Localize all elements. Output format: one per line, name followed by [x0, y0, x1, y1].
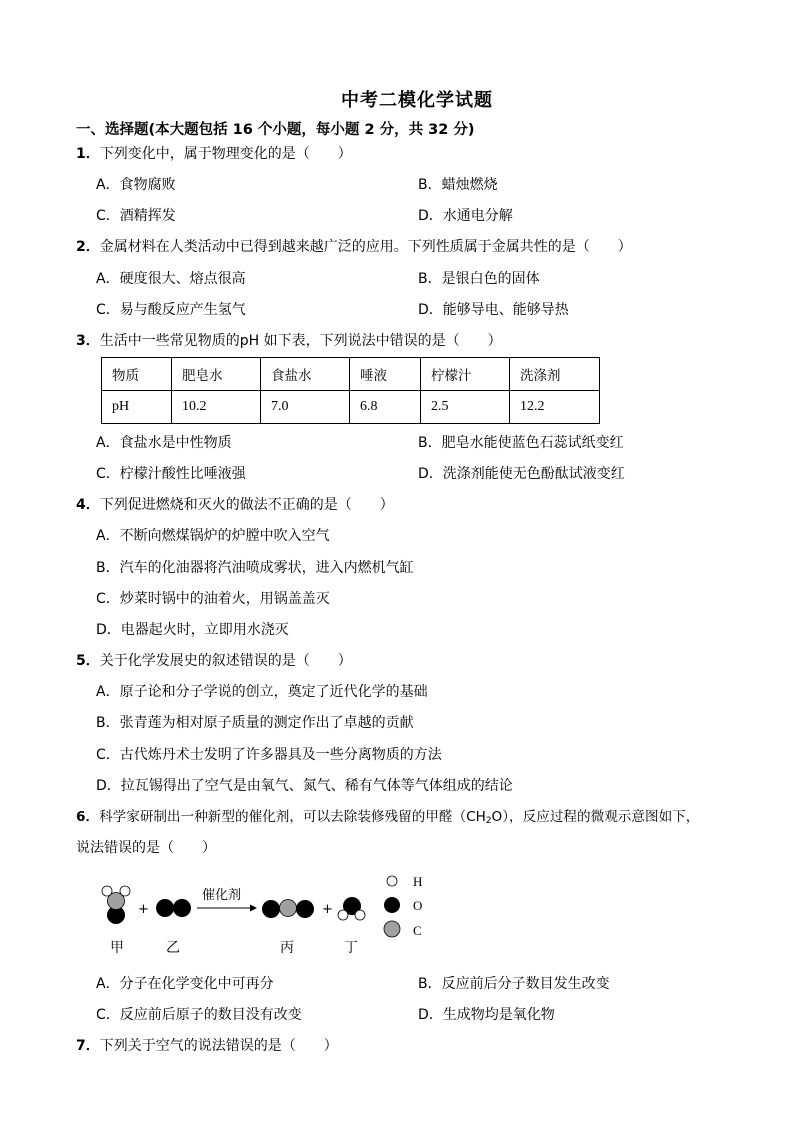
catalyst-label: 催化剂: [202, 888, 242, 903]
question-number: 1．: [76, 146, 100, 162]
question-1: [76, 145, 352, 163]
option-a: A．食盐水是中性物质: [96, 435, 232, 451]
option-a: A．食物腐败: [96, 177, 176, 193]
question-number: 5．: [76, 653, 100, 669]
option-a: A．硬度很大、熔点很高: [96, 271, 246, 287]
question-text: 金属材料在人类活动中已得到越来越广泛的应用。下列性质属于金属共性的是（ ）: [99, 239, 632, 255]
option-a: A．不断向燃煤锅炉的炉膛中吹入空气: [96, 528, 330, 544]
option-c: C．酒精挥发: [96, 208, 176, 224]
option-c: C．炒菜时锅中的油着火，用锅盖盖灭: [96, 591, 330, 607]
table-cell: 7.0: [261, 391, 350, 424]
question-text: 下列变化中，属于物理变化的是（ ）: [99, 146, 352, 162]
hydrogen-atom: [355, 910, 365, 920]
oxygen-atom: [156, 899, 174, 917]
question-number: 3．: [76, 333, 100, 349]
plus-sign: +: [138, 902, 149, 917]
option-c: C．古代炼丹术士发明了许多器具及一些分离物质的方法: [96, 747, 442, 763]
question-text: 下列关于空气的说法错误的是（ ）: [99, 1038, 338, 1054]
question-number: 2．: [76, 239, 100, 255]
question-number: 7．: [76, 1038, 100, 1054]
question-number: 6．: [76, 809, 100, 825]
label-bing: 丙: [280, 940, 294, 956]
option-b: B．反应前后分子数目发生改变: [418, 976, 610, 992]
option-b: B．张青莲为相对原子质量的测定作出了卓越的贡献: [96, 715, 414, 731]
table-cell: 6.8: [350, 391, 421, 424]
question-text: 关于化学发展史的叙述错误的是（ ）: [99, 653, 352, 669]
page-title: 中考二模化学试题: [341, 90, 493, 111]
question-7: [76, 1037, 338, 1055]
table-row: [102, 391, 600, 424]
carbon-atom: [280, 900, 297, 917]
label-ding: 丁: [344, 940, 358, 956]
table-cell: 12.2: [510, 391, 600, 424]
table-header-row: [102, 358, 600, 391]
option-d: D．水通电分解: [418, 208, 513, 224]
question-text-continued: O），反应过程的微观示意图如下，: [491, 809, 700, 825]
question-6-line-2: 说法错误的是（ ）: [76, 840, 216, 856]
molecule-ding: [338, 897, 365, 920]
legend-h: H: [413, 874, 423, 889]
option-b: B．汽车的化油器将汽油喷成雾状，进入内燃机气缸: [96, 560, 414, 576]
question-3: [76, 332, 502, 350]
hydrogen-atom: [102, 886, 112, 896]
table-cell: 10.2: [172, 391, 261, 424]
question-2: [76, 238, 632, 256]
table-cell: 物质: [102, 358, 172, 391]
arrow-head-icon: [250, 905, 257, 912]
table-cell: 洗涤剂: [510, 358, 600, 391]
option-a: A．分子在化学变化中可再分: [96, 976, 274, 992]
option-d: D．拉瓦锡得出了空气是由氧气、氮气、稀有气体等气体组成的结论: [96, 778, 513, 794]
option-d: D．电器起火时，立即用水浇灭: [96, 622, 289, 638]
option-b: B．肥皂水能使蓝色石蕊试纸变红: [418, 435, 624, 451]
option-b: B．是银白色的固体: [418, 271, 540, 287]
question-5: [76, 652, 352, 670]
molecule-yi: [156, 899, 191, 917]
question-text: 科学家研制出一种新型的催化剂，可以去除装修残留的甲醛（CH: [99, 809, 486, 825]
option-d: D．洗涤剂能使无色酚酞试液变红: [418, 466, 625, 482]
molecule-jia: [102, 886, 130, 924]
section-heading: 一、选择题(本大题包括 16 个小题，每小题 2 分，共 32 分): [76, 122, 475, 138]
question-6: [76, 808, 699, 830]
table-cell: 唾液: [350, 358, 421, 391]
hydrogen-atom: [338, 910, 348, 920]
question-number: 4．: [76, 497, 100, 513]
oxygen-legend-icon: [384, 897, 400, 913]
hydrogen-atom: [120, 886, 130, 896]
option-c: C．易与酸反应产生氢气: [96, 302, 246, 318]
option-a: A．原子论和分子学说的创立，奠定了近代化学的基础: [96, 684, 428, 700]
label-yi: 乙: [166, 940, 180, 956]
oxygen-atom: [173, 899, 191, 917]
ph-table: [101, 357, 600, 424]
table-cell: 柠檬汁: [421, 358, 510, 391]
option-d: D．能够导电、能够导热: [418, 302, 569, 318]
atom-legend: [384, 874, 422, 938]
subscript: 2: [485, 816, 492, 826]
legend-c: C: [413, 923, 422, 938]
reaction-diagram: [90, 868, 450, 963]
molecule-bing: [262, 900, 314, 919]
question-4: [76, 496, 394, 514]
carbon-legend-icon: [384, 921, 400, 937]
hydrogen-legend-icon: [387, 876, 397, 886]
option-c: C．柠檬汁酸性比唾液强: [96, 466, 246, 482]
option-c: C．反应前后原子的数目没有改变: [96, 1007, 302, 1023]
table-cell: pH: [102, 391, 172, 424]
question-text: 下列促进燃烧和灭火的做法不正确的是（ ）: [99, 497, 394, 513]
oxygen-atom: [262, 900, 280, 918]
table-cell: 食盐水: [261, 358, 350, 391]
plus-sign: +: [322, 902, 333, 917]
option-d: D．生成物均是氧化物: [418, 1007, 555, 1023]
table-cell: 肥皂水: [172, 358, 261, 391]
question-text: 生活中一些常见物质的pH 如下表，下列说法中错误的是（ ）: [99, 333, 502, 349]
oxygen-atom: [296, 900, 314, 918]
option-b: B．蜡烛燃烧: [418, 177, 498, 193]
table-cell: 2.5: [421, 391, 510, 424]
legend-o: O: [413, 898, 423, 913]
label-jia: 甲: [110, 940, 124, 956]
